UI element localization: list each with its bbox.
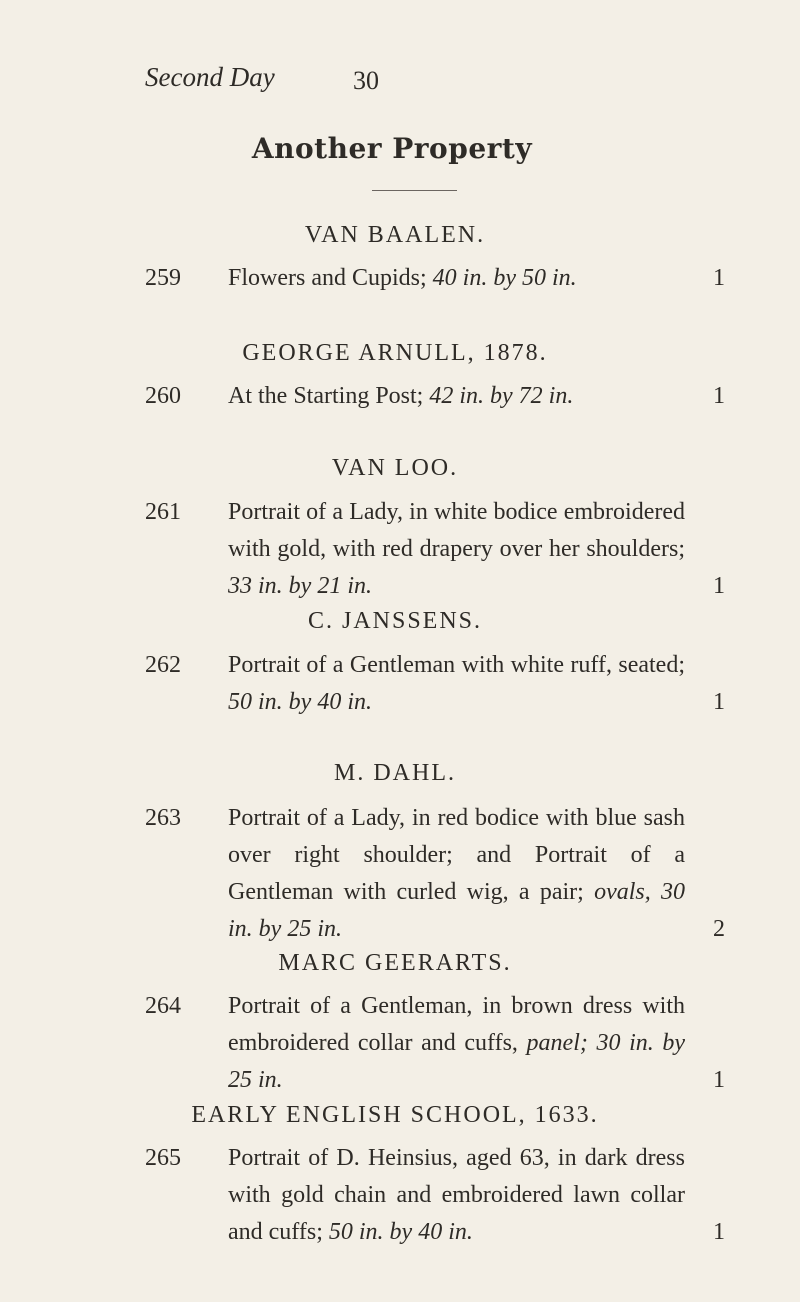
lot-number: 264 [145,993,181,1019]
lot-number: 262 [145,652,181,678]
lot-number: 259 [145,265,181,291]
title-rule [372,190,457,191]
lot-number: 260 [145,383,181,409]
lot-dimensions: 42 in. by 72 in. [429,383,574,409]
lot-estimate: 1 [713,689,725,715]
lot-dimensions: panel; 30 in. by 25 in. [228,1030,686,1093]
lot-dimensions: 40 in. by 50 in. [432,265,577,291]
lot-estimate: 1 [713,383,725,409]
artist-heading: EARLY ENGLISH SCHOOL, 1633. [191,1102,599,1128]
lot-description: Portrait of a Gentleman, in brown dress with embroidered collar and cuffs, [228,993,685,1056]
lot-dimensions: 33 in. by 21 in. [228,573,372,599]
lot-description: Flowers and Cupids; [228,265,427,291]
lot-number: 265 [145,1145,181,1171]
lot-description: Portrait of a Gentleman with white ruff, seated; [228,652,685,678]
lot-entry [145,800,725,948]
lot-entry [145,1140,725,1251]
artist-heading: MARC GEERARTS. [278,950,512,976]
lot-estimate: 2 [713,916,725,942]
lot-number: 261 [145,499,181,525]
lot-entry [145,494,725,605]
lot-estimate: 1 [713,573,725,599]
lot-description: Portrait of a Lady, in red bodice with blue sash over right shoulder; and Portrait of a Gentleman with curled wig, a pair; [228,805,685,905]
lot-entry [145,378,725,415]
artist-heading: M. DAHL. [334,760,456,786]
lot-description: Portrait of D. Heinsius, aged 63, in dark dress with gold chain and embroidered lawn collar and cuffs; [228,1145,685,1245]
lot-description: At the Starting Post; [228,383,424,409]
lot-entry [145,260,725,297]
day-label: Second Day [145,62,275,92]
lot-estimate: 1 [713,265,725,291]
lot-dimensions: 50 in. by 40 in. [328,1219,473,1245]
artist-heading: C. JANSSENS. [307,608,483,634]
section-title: Another Property [251,132,533,165]
lot-estimate: 1 [713,1067,725,1093]
artist-heading: VAN LOO. [331,455,459,481]
running-header [145,62,720,102]
lot-description: Portrait of a Lady, in white bodice embroidered with gold, with red drapery over her shoulders; [228,499,685,562]
lot-estimate: 1 [713,1219,725,1245]
lot-entry [145,647,725,721]
lot-dimensions: ovals, 30 in. by 25 in. [228,879,686,942]
page-number: 30 [353,66,379,95]
lot-dimensions: 50 in. by 40 in. [228,689,372,715]
lot-number: 263 [145,805,181,831]
artist-heading: VAN BAALEN. [304,222,486,248]
artist-heading: GEORGE ARNULL, 1878. [242,340,548,366]
lot-entry [145,988,725,1099]
